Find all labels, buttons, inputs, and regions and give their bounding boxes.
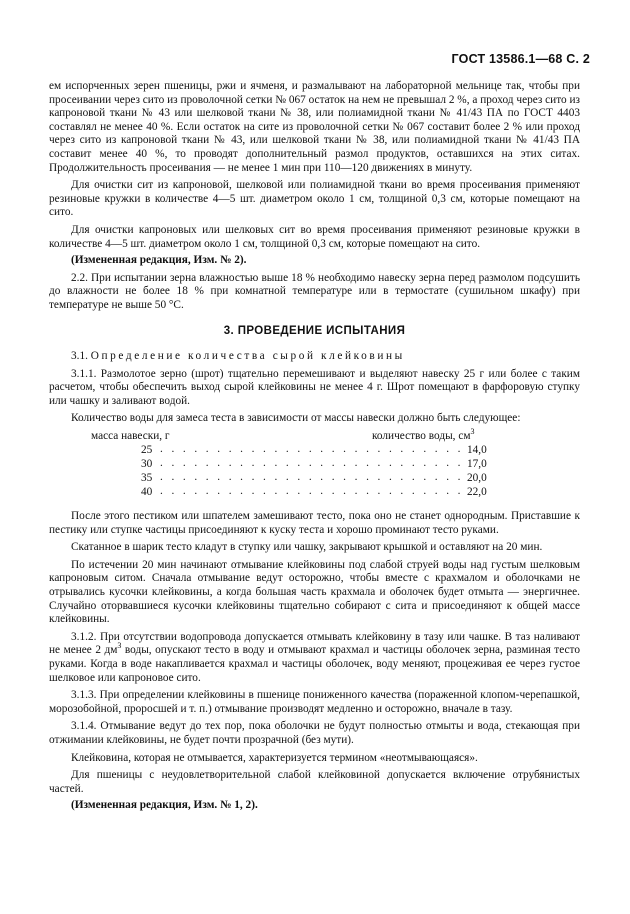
table-row: [49, 458, 580, 472]
paragraph-kneading: После этого пестиком или шпателем замешивают тесто, пока оно не станет однородным. Приставшие к пестику или ступке частицы присоединяют к куску теста и хорошо проминают тесто руками.: [49, 510, 580, 536]
amendment-note-final: (Измененная редакция, Изм. № 1, 2).: [71, 799, 258, 812]
header-water-unit-sup: 3: [470, 427, 475, 437]
table-row: [49, 472, 580, 486]
paragraph-3-1-2-end: воды, опускают тесто в воду и отмывают крахмал и частицы оболочек зерна, разминая тесто руками. Когда в воде накапливается крахмал и частицы оболочек, воду меняют, процеживая ее через густое шелковое или капроновое сито.: [49, 644, 580, 684]
unit-superscript: 3: [117, 641, 122, 651]
table-cell-water: 20,0: [467, 472, 487, 485]
table-row: [49, 444, 580, 458]
paragraph-3-1-4: 3.1.4. Отмывание ведут до тех пор, пока оболочки не будут полностью отмыты и вода, стекающая при отжимании клейковины, не будет почти прозрачной (без мути).: [49, 720, 580, 746]
clause-heading: Определение количества сырой клейковины: [90, 350, 405, 363]
table-cell-mass: 25: [141, 444, 153, 457]
paragraph-weak-gluten: Для пшеницы с неудовлетворительной слабой клейковиной допускается включение отрубянистых частей.: [49, 769, 580, 795]
paragraph-3-1: [49, 350, 580, 364]
header-mass: масса навески, г: [91, 430, 170, 443]
table-cell-mass: 35: [141, 472, 153, 485]
document-body: [49, 80, 580, 817]
table-cell-water: 17,0: [467, 458, 487, 471]
paragraph-sieving: ем испорченных зерен пшеницы, ржи и ячменя, и размалывают на лабораторной мельнице так, чтобы при просеивании через сито из проволочной сетки № 067 остаток на нем не превышал 2 %, а проход через сито из капроновой ткани № 43 или шелковой ткани № 38, или полиамидной ткани № 41/43 ПА по ГОСТ 4403 составлял не менее 40 %. Если остаток на сите из проволочной сетки № 067 составит более 2 % или проход через сито из капроновой ткани № 43, или шелковой ткани № 38, или полиамидной ткани № 41/43 ПА составит менее 40 %, то проводят дополнительный размол продуктов, оставшихся на этих ситах. Продолжительность просеивания — не менее 1 мин при 110—120 движениях в минуту.: [49, 80, 580, 174]
leader-dots: . . . . . . . . . . . . . . . . . . . . . . . . . . .: [160, 443, 464, 456]
paragraph-resting: Скатанное в шарик тесто кладут в ступку или чашку, закрывают крышкой и оставляют на 20 мин.: [71, 541, 543, 554]
paragraph-2-2: 2.2. При испытании зерна влажностью выше 18 % необходимо навеску зерна перед размолом подсушить до влажности не более 18 % при комнатной температуре или в термостате (сушильном шкафу) при температуре не выше 50 °С.: [49, 271, 580, 311]
paragraph-cleaning-sieves: Для очистки сит из капроновой, шелковой или полиамидной ткани во время просеивания применяют резиновые кружки в количестве 4—5 шт. диаметром около 1 см, толщиной 0,3 см, которые помещают на сито.: [49, 179, 580, 219]
paragraph-water-intro: Количество воды для замеса теста в зависимости от массы навески должно быть следующее:: [71, 412, 521, 425]
leader-dots: . . . . . . . . . . . . . . . . . . . . . . . . . . .: [160, 485, 464, 498]
water-table-header: [49, 427, 580, 444]
section-title: 3. ПРОВЕДЕНИЕ ИСПЫТАНИЯ: [223, 324, 406, 337]
table-cell-water: 22,0: [467, 486, 487, 499]
amendment-note: (Измененная редакция, Изм. № 2).: [71, 254, 247, 267]
water-table: [49, 427, 580, 500]
paragraph-cleaning-sieves-alt: Для очистки капроновых или шелковых сит во время просеивания применяют резиновые кружки в количестве 4—5 шт. диаметром около 1 см, толщиной 0,3 см, которые помещают на сито.: [49, 223, 580, 250]
paragraph-3-1-2-start: 3.1.2. При отсутствии водопровода допускается отмывать клейковину в тазу или чашке. В таз наливают не менее 2 дм: [49, 630, 580, 657]
header-water-label: количество воды, см: [372, 430, 471, 443]
table-cell-mass: 40: [141, 486, 153, 499]
paragraph-3-1-3: 3.1.3. При определении клейковины в пшенице пониженного качества (пораженной клопом-черепашкой, морозобойной, проросшей и т. п.) отмывание производят медленно и осторожно, вначале в тазу.: [49, 689, 580, 715]
table-cell-water: 14,0: [467, 444, 487, 457]
paragraph-3-1-1: 3.1.1. Размолотое зерно (шрот) тщательно перемешивают и выделяют навеску 25 г или более с таким расчетом, чтобы обеспечить выход сырой клейковины не менее 4 г. Шрот помещают в фарфоровую ступку или чашку и заливают водой.: [49, 367, 580, 407]
header-water: [372, 427, 475, 444]
paragraph-term: Клейковина, которая не отмывается, характеризуется термином «неотмывающаяся».: [71, 751, 478, 764]
page-header: ГОСТ 13586.1—68 С. 2: [451, 52, 590, 66]
table-row: [49, 486, 580, 500]
paragraph-washing: По истечении 20 мин начинают отмывание клейковины под слабой струей воды над густым шелковым капроновым ситом. Сначала отмывание ведут осторожно, чтобы вместе с крахмалом и оболочками не отрывались кусочки клейковины, а когда большая часть крахмала и оболочек будет отмыта — энергичнее. Случайно оторвавшиеся кусочки клейковины тщательно собирают с сита и присоединяют к общей массе клейковины.: [49, 558, 580, 626]
table-cell-mass: 30: [141, 458, 153, 471]
leader-dots: . . . . . . . . . . . . . . . . . . . . . . . . . . .: [160, 457, 464, 470]
leader-dots: . . . . . . . . . . . . . . . . . . . . . . . . . . .: [160, 471, 464, 484]
clause-number: 3.1.: [71, 350, 88, 363]
paragraph-3-1-2: [49, 631, 580, 685]
